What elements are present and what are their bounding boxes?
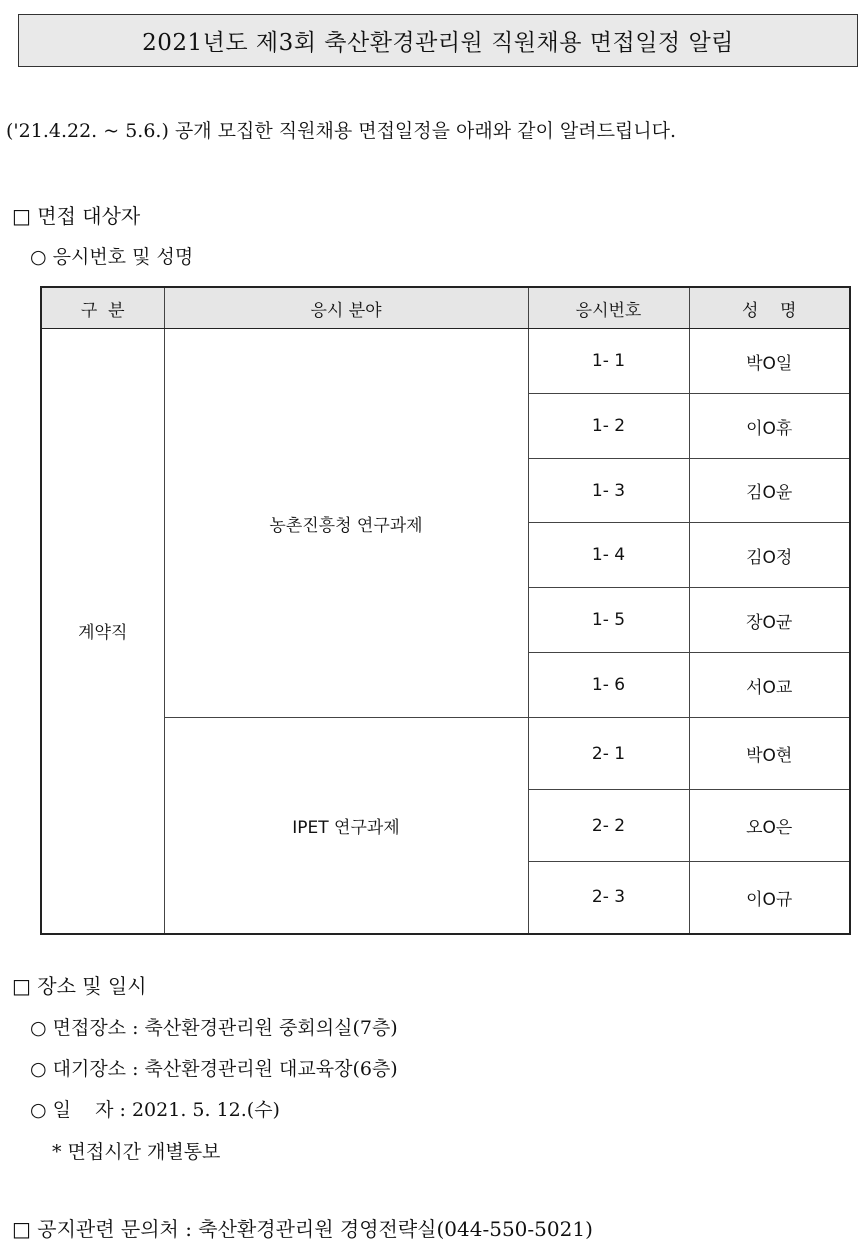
name-cell: 이O휴 <box>689 394 850 459</box>
table-row <box>41 329 850 394</box>
section-heading-place-date: □ 장소 및 일시 <box>12 974 147 998</box>
name-cell: 박O일 <box>689 329 850 394</box>
header-category: 구 분 <box>41 287 164 329</box>
name-cell: 김O윤 <box>689 459 850 523</box>
table-header-row <box>41 287 850 329</box>
sub-heading-applicants: ○ 응시번호 및 성명 <box>30 246 194 268</box>
number-cell: 1- 6 <box>528 653 689 718</box>
name-cell: 장O균 <box>689 588 850 653</box>
field-cell-2: IPET 연구과제 <box>164 718 528 934</box>
contact-info: □ 공지관련 문의처 : 축산환경관리원 경영전략실(044-550-5021) <box>12 1217 593 1241</box>
interview-date: ○ 일 자 : 2021. 5. 12.(수) <box>30 1099 280 1121</box>
name-cell: 박O현 <box>689 718 850 790</box>
header-number: 응시번호 <box>528 287 689 329</box>
number-cell: 2- 1 <box>528 718 689 790</box>
name-cell: 김O정 <box>689 523 850 588</box>
interview-place: ○ 면접장소 : 축산환경관리원 중회의실(7층) <box>30 1017 398 1039</box>
field-cell-1: 농촌진흥청 연구과제 <box>164 329 528 718</box>
number-cell: 2- 2 <box>528 790 689 862</box>
number-cell: 1- 3 <box>528 459 689 523</box>
number-cell: 1- 1 <box>528 329 689 394</box>
header-field: 응시 분야 <box>164 287 528 329</box>
page-title: 2021년도 제3회 축산환경관리원 직원채용 면접일정 알림 <box>18 14 858 67</box>
category-cell: 계약직 <box>41 329 164 934</box>
intro-text: ('21.4.22. ~ 5.6.) 공개 모집한 직원채용 면접일정을 아래와 같이 알려드립니다. <box>6 120 677 142</box>
header-name: 성 명 <box>689 287 850 329</box>
number-cell: 1- 5 <box>528 588 689 653</box>
name-cell: 오O은 <box>689 790 850 862</box>
number-cell: 1- 4 <box>528 523 689 588</box>
number-cell: 2- 3 <box>528 862 689 934</box>
interview-time-note: * 면접시간 개별통보 <box>52 1141 221 1163</box>
waiting-place: ○ 대기장소 : 축산환경관리원 대교육장(6층) <box>30 1058 398 1080</box>
name-cell: 서O교 <box>689 653 850 718</box>
number-cell: 1- 2 <box>528 394 689 459</box>
applicant-table <box>40 286 851 935</box>
name-cell: 이O규 <box>689 862 850 934</box>
section-heading-interviewees: □ 면접 대상자 <box>12 204 141 228</box>
